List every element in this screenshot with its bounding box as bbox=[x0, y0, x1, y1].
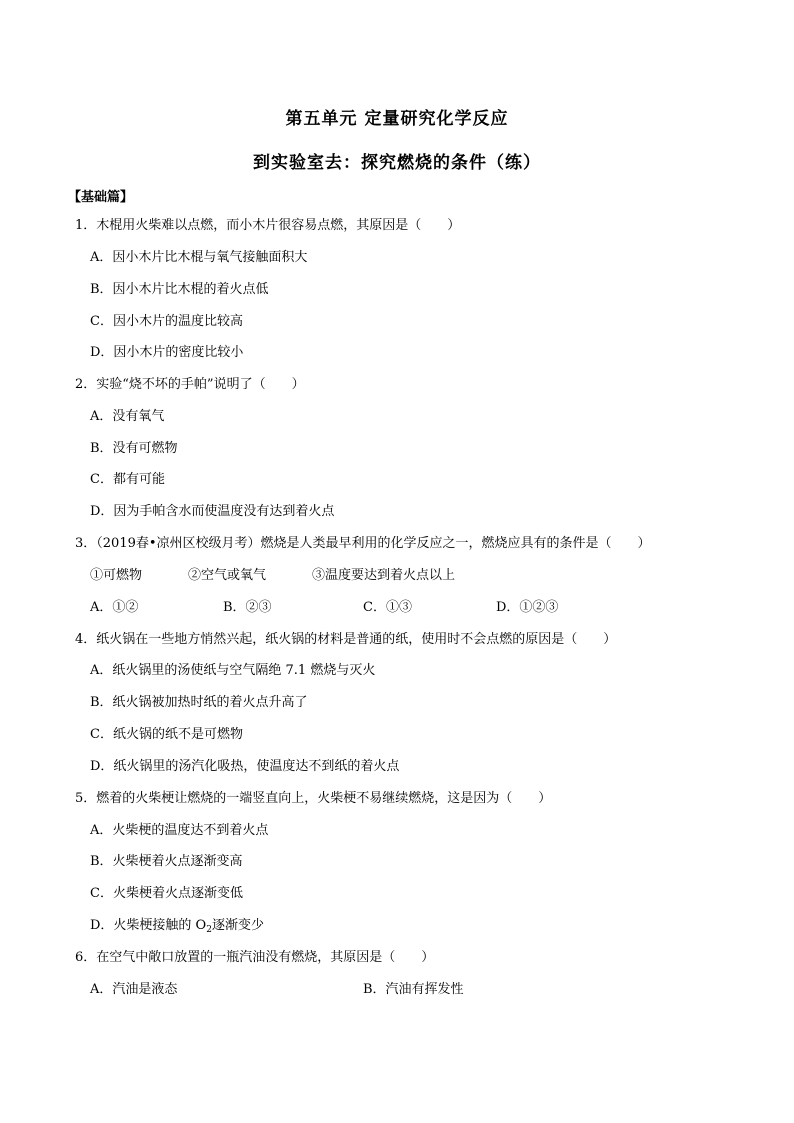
question-4-option-d: D．纸火锅里的汤汽化吸热，使温度达不到纸的着火点 bbox=[90, 759, 400, 774]
question-6-option-a: A．汽油是液态 bbox=[90, 982, 178, 997]
question-3-conditions bbox=[0, 567, 794, 585]
condition-1: ①可燃物 bbox=[90, 568, 143, 583]
question-6-stem: 6．在空气中敞口放置的一瓶汽油没有燃烧，其原因是（ ） bbox=[75, 950, 435, 965]
question-5-option-a: A．火柴梗的温度达不到着火点 bbox=[90, 823, 269, 838]
question-3-option-b: B．②③ bbox=[223, 600, 272, 615]
question-5-option-d-tail: 逐渐变少 bbox=[211, 918, 264, 933]
question-5-stem: 5．燃着的火柴梗让燃烧的一端竖直向上，火柴梗不易继续燃烧，这是因为（ ） bbox=[75, 791, 552, 806]
question-5-option-c: C．火柴梗着火点逐渐变低 bbox=[90, 886, 243, 901]
question-5-option-d-subscript: 2 bbox=[206, 925, 212, 935]
question-3-option-a: A．①② bbox=[90, 600, 139, 615]
page-subtitle: 到实验室去：探究燃烧的条件（练） bbox=[253, 153, 541, 173]
question-5-option-d bbox=[90, 917, 264, 939]
question-2-option-d: D．因为手帕含水而使温度没有达到着火点 bbox=[90, 504, 335, 519]
question-3-option-c: C．①③ bbox=[363, 600, 412, 615]
question-1-option-a: A．因小木片比木棍与氧气接触面积大 bbox=[90, 250, 308, 265]
question-5-option-b: B．火柴梗着火点逐渐变高 bbox=[90, 854, 243, 869]
question-1-option-c: C．因小木片的温度比较高 bbox=[90, 314, 243, 329]
question-3-options bbox=[0, 599, 794, 617]
question-3-stem: 3．（2019春•凉州区校级月考）燃烧是人类最早利用的化学反应之一，燃烧应具有的条件是（ ） bbox=[75, 536, 651, 551]
question-5-option-d-text: D．火柴梗接触的 O bbox=[90, 918, 207, 933]
question-6-options bbox=[0, 981, 794, 999]
question-4-option-a: A．纸火锅里的汤使纸与空气隔绝 7.1 燃烧与灭火 bbox=[90, 663, 376, 678]
question-2-option-a: A．没有氧气 bbox=[90, 409, 165, 424]
question-1-option-d: D．因小木片的密度比较小 bbox=[90, 345, 244, 360]
question-3-option-d: D．①②③ bbox=[496, 600, 559, 615]
condition-3: ③温度要达到着火点以上 bbox=[312, 568, 456, 583]
page-title: 第五单元 定量研究化学反应 bbox=[285, 109, 509, 129]
question-2-stem: 2．实验“烧不坏的手帕”说明了（ ） bbox=[75, 377, 305, 392]
section-label: 【基础篇】 bbox=[68, 190, 134, 205]
question-1-option-b: B．因小木片比木棍的着火点低 bbox=[90, 282, 269, 297]
question-4-option-b: B．纸火锅被加热时纸的着火点升高了 bbox=[90, 695, 308, 710]
condition-2: ②空气或氧气 bbox=[188, 568, 267, 583]
question-4-option-c: C．纸火锅的纸不是可燃物 bbox=[90, 727, 243, 742]
question-1-stem: 1．木棍用火柴难以点燃，而小木片很容易点燃，其原因是（ ） bbox=[75, 218, 461, 233]
question-4-stem: 4．纸火锅在一些地方悄然兴起，纸火锅的材料是普通的纸，使用时不会点燃的原因是（ ） bbox=[75, 632, 617, 647]
question-2-option-c: C．都有可能 bbox=[90, 472, 165, 487]
question-2-option-b: B．没有可燃物 bbox=[90, 441, 178, 456]
question-6-option-b: B．汽油有挥发性 bbox=[363, 982, 464, 997]
